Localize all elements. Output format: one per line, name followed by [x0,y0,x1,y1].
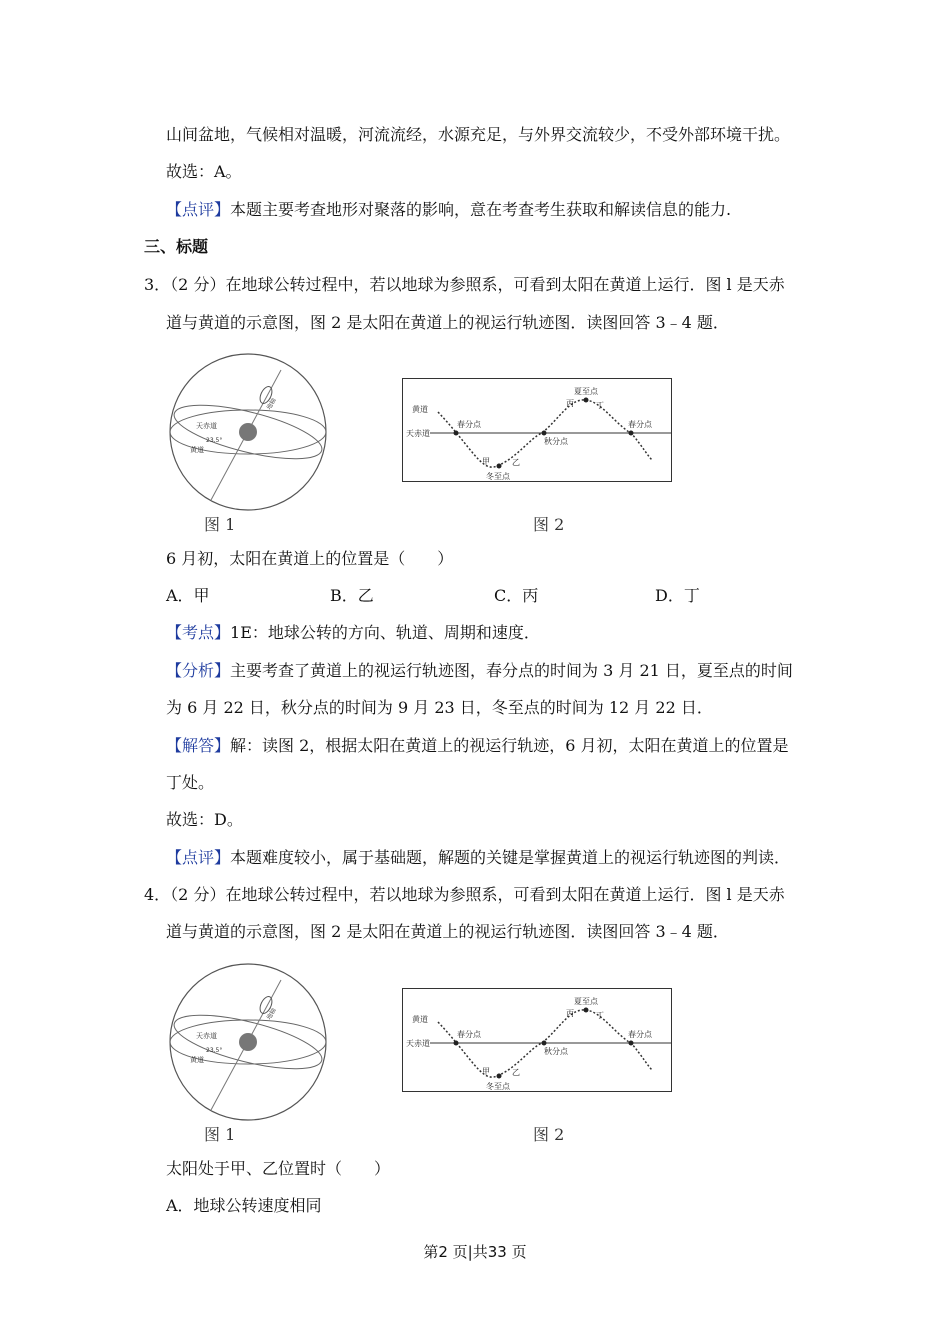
q4-stem-line2: 道与黄道的示意图，图 2 是太阳在黄道上的视运行轨迹图．读图回答 3﹣4 题． [166,922,729,941]
fig2-summer-label: 夏至点 [574,997,598,1006]
q3-jieda-line2: 丁处。 [166,773,215,792]
fig2-spring2-label: 春分点 [628,420,652,429]
fig1-axis-label: 地轴 [265,1007,278,1021]
fig1-axis-label: 地轴 [265,397,278,411]
fig1-ecliptic-label: 黄道 [190,1056,204,1064]
fig2-winter-label: 冬至点 [486,472,510,481]
fig1-ecliptic-label: 黄道 [190,446,204,454]
q4-figure1 [166,960,330,1124]
q3-answer: 故选：D。 [166,810,243,829]
q3-stem-line1: 3．（2 分）在地球公转过程中，若以地球为参照系，可看到太阳在黄道上运行．图 l 是天赤 [144,275,785,294]
q4-figure2 [402,988,672,1092]
comment-text: 本题主要考查地形对聚落的影响，意在考查考生获取和解读信息的能力. [230,200,732,219]
q3-fenxi [166,661,793,681]
fig2-yi-label: 乙 [512,1068,520,1077]
q3-option-d: D．丁 [655,586,700,605]
fig2-bing-label: 丙 [566,1009,574,1018]
comment-tag: 【点评】 [166,200,231,219]
fenxi-tag: 【分析】 [166,661,231,680]
fig2-ding-label: 丁 [596,1011,604,1020]
fig2-spring2-label: 春分点 [628,1030,652,1039]
prev-answer-line: 山间盆地，气候相对温暖，河流流经，水源充足，与外界交流较少，不受外部环境干扰。 [166,125,791,144]
fig1-angle-label: 23.5° [206,437,223,444]
fig1-equator-label: 天赤道 [196,1032,217,1040]
comment-tag: 【点评】 [166,848,231,867]
q3-jieda [166,736,789,756]
fig2-autumn-label: 秋分点 [544,437,568,446]
section-title: 三、标题 [144,237,209,256]
fig2-jia-label: 甲 [482,1067,490,1076]
fig2-equator-label: 天赤道 [406,1039,430,1048]
fig1-angle-label: 23.5° [206,1047,223,1054]
fenxi-text: 主要考查了黄道上的视运行轨迹图，春分点的时间为 3 月 21 日，夏至点的时间 [230,661,793,680]
q3-figure1 [166,350,330,514]
fig2-equator-label: 天赤道 [406,429,430,438]
q3-option-c: C．丙 [494,586,539,605]
fig2-ecliptic-label: 黄道 [412,405,428,414]
jieda-tag: 【解答】 [166,736,231,755]
q3-stem-line2: 道与黄道的示意图，图 2 是太阳在黄道上的视运行轨迹图．读图回答 3﹣4 题． [166,313,729,332]
fig2-winter-label: 冬至点 [486,1082,510,1091]
q3-comment [166,848,790,868]
q3-option-a: A．甲 [166,586,210,605]
q3-option-b: B．乙 [330,586,374,605]
q4-fig2-caption: 图 2 [533,1125,565,1144]
fig2-bing-label: 丙 [566,399,574,408]
q3-fenxi-line2: 为 6 月 22 日，秋分点的时间为 9 月 23 日，冬至点的时间为 12 月 22 日． [166,698,713,717]
fig2-ding-label: 丁 [596,401,604,410]
kaodian-text: 1E：地球公转的方向、轨道、周期和速度． [230,623,540,642]
fig2-yi-label: 乙 [512,458,520,467]
page-footer: 第2 页|共33 页 [423,1243,527,1261]
comment-text: 本题难度较小，属于基础题，解题的关键是掌握黄道上的视运行轨迹图的判读． [230,848,791,867]
q3-fig1-caption: 图 1 [204,515,236,534]
q4-option-a: A．地球公转速度相同 [166,1196,322,1215]
q4-fig1-caption: 图 1 [204,1125,236,1144]
fig1-equator-label: 天赤道 [196,422,217,430]
fig2-spring1-label: 春分点 [457,1030,481,1039]
q3-fig2-caption: 图 2 [533,515,565,534]
fig2-jia-label: 甲 [482,457,490,466]
jieda-text: 解：读图 2，根据太阳在黄道上的视运行轨迹，6 月初，太阳在黄道上的位置是 [230,736,789,755]
q3-kaodian [166,623,540,643]
q3-question: 6 月初，太阳在黄道上的位置是（ ） [166,549,454,568]
q3-figure2 [402,378,672,482]
prev-answer-choice: 故选：A。 [166,162,242,181]
fig2-autumn-label: 秋分点 [544,1047,568,1056]
fig2-ecliptic-label: 黄道 [412,1015,428,1024]
q4-stem-line1: 4．（2 分）在地球公转过程中，若以地球为参照系，可看到太阳在黄道上运行．图 l 是天赤 [144,885,785,904]
prev-comment [166,200,731,220]
q4-question: 太阳处于甲、乙位置时（ ） [166,1159,391,1178]
fig2-spring1-label: 春分点 [457,420,481,429]
kaodian-tag: 【考点】 [166,623,231,642]
fig2-summer-label: 夏至点 [574,387,598,396]
